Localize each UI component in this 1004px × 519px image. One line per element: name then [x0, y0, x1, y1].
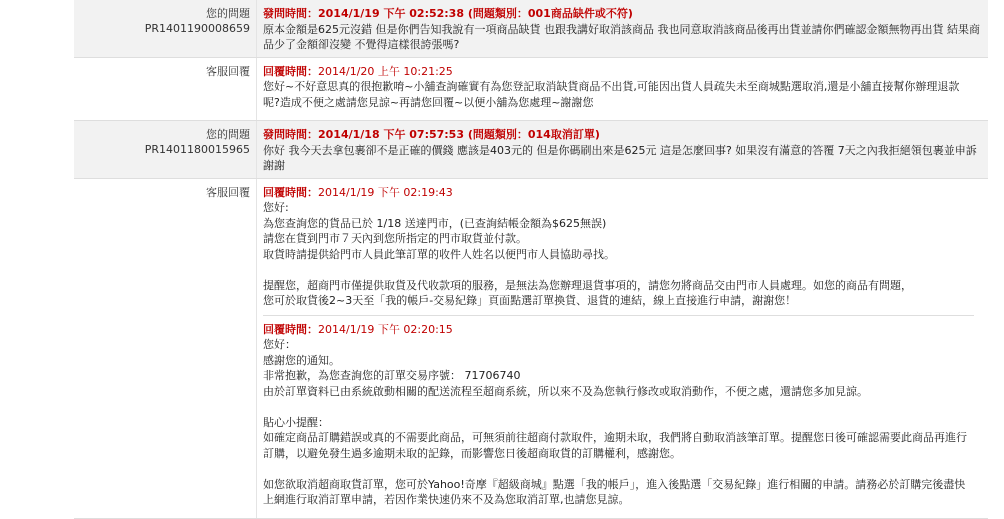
reply-block — [263, 64, 974, 117]
reply-time: 2014/1/19 下午 02:19:43 — [318, 185, 453, 199]
question-time: 2014/1/18 下午 07:57:53 — [318, 128, 464, 141]
qa-panel — [74, 0, 988, 513]
time-label: 回覆時間： — [263, 64, 318, 78]
reply-block — [263, 185, 974, 315]
row-label: 您的問題 — [206, 7, 250, 20]
reply-body: 您好: 為您查詢您的貨品已於 1/18 送達門市，(已查詢結帳金額為$625無誤) 請您在貨到門市７天內到您所指定的門市取貨並付款。 取貨時請提供給門市人員此筆訂單的收件人姓名以便門市人員協助尋找。 提醒您，超商門市僅提供取貨及代收款項的服務，是無法為您辦理退貨事項的，請您勿將商品交由門市人員處理。如您的商品有問題， 您可於取貨後2~3天至「我的帳戶-交易紀錄」頁面點選訂單換貨、退貨的連結，線上直接進行申請，謝謝您！ — [263, 201, 912, 307]
reply-title — [263, 64, 974, 80]
reply-time: 2014/1/20 上午 10:21:25 — [318, 64, 453, 78]
question-title — [263, 6, 982, 22]
answer-label-cell — [74, 58, 256, 121]
time-label: 回覆時間： — [263, 185, 318, 199]
reply-title — [263, 322, 974, 338]
question-category: (問題類別：014取消訂單) — [467, 128, 600, 141]
question-body: 你好 我今天去拿包裹卻不是正確的價錢 應該是403元的 但是你碼刷出來是625元 這是怎麼回事? 如果沒有滿意的答覆 7天之內我拒絕領包裹並申訴 謝謝 — [263, 143, 981, 172]
time-label: 回覆時間： — [263, 322, 318, 336]
question-label-cell — [74, 121, 256, 178]
answer-row — [74, 58, 988, 122]
question-time: 2014/1/19 下午 02:52:38 — [318, 7, 464, 20]
question-id: PR1401180015965 — [144, 143, 250, 156]
answer-label-cell — [74, 179, 256, 518]
row-label: 客服回覆 — [206, 185, 250, 199]
row-label: 客服回覆 — [206, 64, 250, 78]
answer-content — [256, 58, 988, 121]
answer-content — [256, 179, 988, 518]
reply-body: 您好~不好意思真的很抱歉唷~小舖查詢確實有為您登記取消缺貨商品不出貨,可能因出貨人員疏失未至商城點選取消,還是小舖直接幫你辦理退款呢?造成不便之處請您見諒~再請您回覆~以便小舖為您處理~謝謝您 — [263, 80, 960, 109]
row-label: 您的問題 — [206, 128, 250, 141]
question-label-cell — [74, 0, 256, 57]
reply-block — [263, 315, 974, 514]
qa-table — [74, 0, 988, 519]
reply-time: 2014/1/19 下午 02:20:15 — [318, 322, 453, 336]
question-row — [74, 121, 988, 179]
question-id: PR1401190008659 — [144, 22, 250, 35]
time-label: 發問時間： — [263, 7, 318, 20]
question-title — [263, 127, 982, 143]
reply-title — [263, 185, 974, 201]
question-content — [256, 0, 988, 57]
question-body: 原本金額是625元沒錯 但是你們告知我說有一項商品缺貨 也跟我講好取消該商品 我也同意取消該商品後再出貨並請你們確認金額無物再出貨 結果商品少了金額卻沒變 不覺得這樣很誇張嗎? — [263, 22, 980, 51]
reply-body: 您好： 感謝您的通知。 非常抱歉，為您查詢您的訂單交易序號： 71706740 由於訂單資料已由系統啟動相關的配送流程至超商系統，所以來不及為您執行修改或取消動作，不便之處，還請您多加見諒。 貼心小提醒： 如確定商品訂購錯誤或真的不需要此商品，可無須前往超商付款取件，逾期未取，我們將自動取消該筆訂單。提醒您日後可確認需要此商品再進行訂購，以避免發生過多逾期未取的記錄，而影響您日後超商取貨的訂購權利，感謝您。 如您欲取消超商取貨訂單，您可於Yahoo!奇摩『超級商城』點選「我的帳戶」，進入後點選「交易紀錄」進行相關的申請。請務必於訂購完後盡快上網進行取消訂單申請，若因作業快速仍來不及為您取消訂單,也請您見諒。 — [263, 338, 967, 506]
question-category: (問題類別：001商品缺件或不符) — [467, 7, 633, 20]
question-content — [256, 121, 988, 178]
answer-row — [74, 179, 988, 519]
question-row — [74, 0, 988, 58]
time-label: 發問時間： — [263, 128, 318, 141]
